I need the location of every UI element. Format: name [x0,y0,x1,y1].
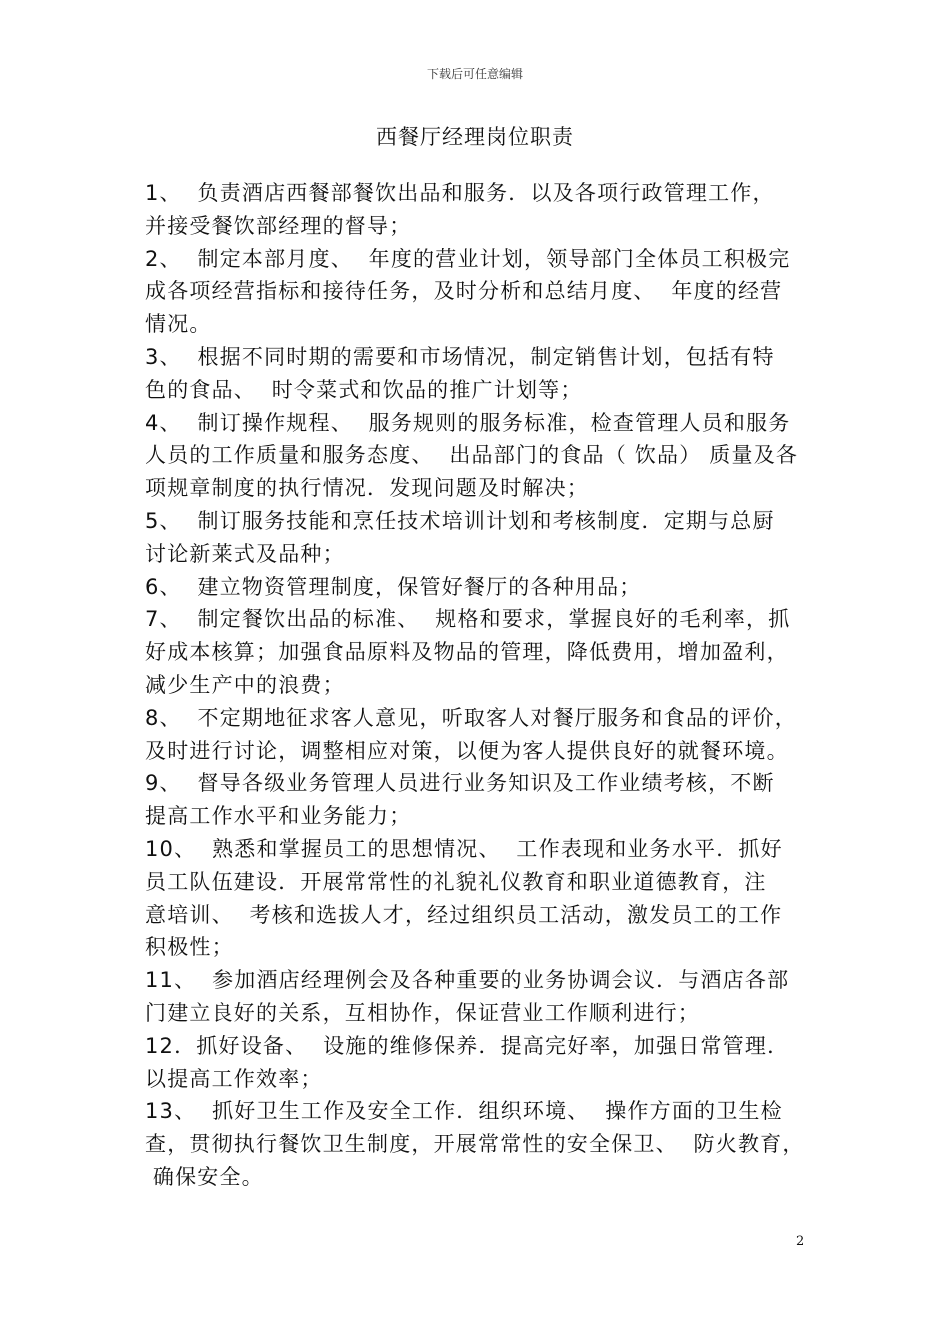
text-line: 人员的工作质量和服务态度、 出品部门的食品（ 饮品） 质量及各 [145,443,799,468]
text-line: 9、 督导各级业务管理人员进行业务知识及工作业绩考核，不断 [145,771,775,796]
text-line: 6、 建立物资管理制度，保管好餐厅的各种用品； [145,574,642,599]
text-line: 4、 制订操作规程、 服务规则的服务标准，检查管理人员和服务 [145,410,791,435]
text-line: 情况。 [145,312,212,337]
text-line: 讨论新莱式及品种； [145,541,345,566]
text-line: 查，贯彻执行餐饮卫生制度，开展常常性的安全保卫、 防火教育， [145,1132,805,1157]
text-line: 7、 制定餐饮出品的标准、 规格和要求，掌握良好的毛利率，抓 [145,607,791,632]
text-line: 以提高工作效率； [145,1066,323,1091]
document-title: 西餐厅经理岗位职责 [376,125,574,149]
text-line: 确保安全。 [145,1164,264,1189]
text-line: 12．抓好设备、 设施的维修保养．提高完好率，加强日常管理． [145,1033,790,1058]
text-line: 门建立良好的关系，互相协作，保证营业工作顺利进行； [145,1000,700,1025]
text-line: 成各项经营指标和接待任务，及时分析和总结月度、 年度的经营 [145,279,783,304]
page-header: 下载后可任意编辑 [426,67,523,81]
text-line: 11、 参加酒店经理例会及各种重要的业务协调会议．与酒店各部 [145,968,790,993]
text-line: 减少生产中的浪费； [145,672,345,697]
text-line: 项规章制度的执行情况．发现问题及时解决； [145,476,589,501]
text-line: 8、 不定期地征求客人意见，听取客人对餐厅服务和食品的评价， [145,705,797,730]
text-line: 积极性； [145,935,234,960]
text-line: 提高工作水平和业务能力； [145,804,412,829]
text-line: 色的食品、 时令菜式和饮品的推广计划等； [145,377,583,402]
text-line: 好成本核算；加强食品原料及物品的管理，降低费用，增加盈利， [145,640,789,665]
text-line: 10、 熟悉和掌握员工的思想情况、 工作表现和业务水平．抓好 [145,836,783,861]
text-line: 并接受餐饮部经理的督导； [145,213,412,238]
text-line: 2、 制定本部月度、 年度的营业计划，领导部门全体员工积极完 [145,246,791,271]
text-line: 及时进行讨论，调整相应对策，以便为客人提供良好的就餐环境。 [145,738,789,763]
page-number: 2 [796,1234,805,1249]
text-line: 员工队伍建设．开展常常性的礼貌礼仪教育和职业道德教育，注 [145,869,767,894]
text-line: 3、 根据不同时期的需要和市场情况，制定销售计划，包括有特 [145,344,775,369]
text-line: 13、 抓好卫生工作及安全工作．组织环境、 操作方面的卫生检 [145,1099,783,1124]
text-line: 1、 负责酒店西餐部餐饮出品和服务．以及各项行政管理工作， [145,181,775,205]
duty-list [145,177,820,1194]
text-line: 意培训、 考核和选拔人才，经过组织员工活动，激发员工的工作 [145,902,783,927]
text-line: 5、 制订服务技能和烹任技术培训计划和考核制度．定期与总厨 [145,508,775,533]
